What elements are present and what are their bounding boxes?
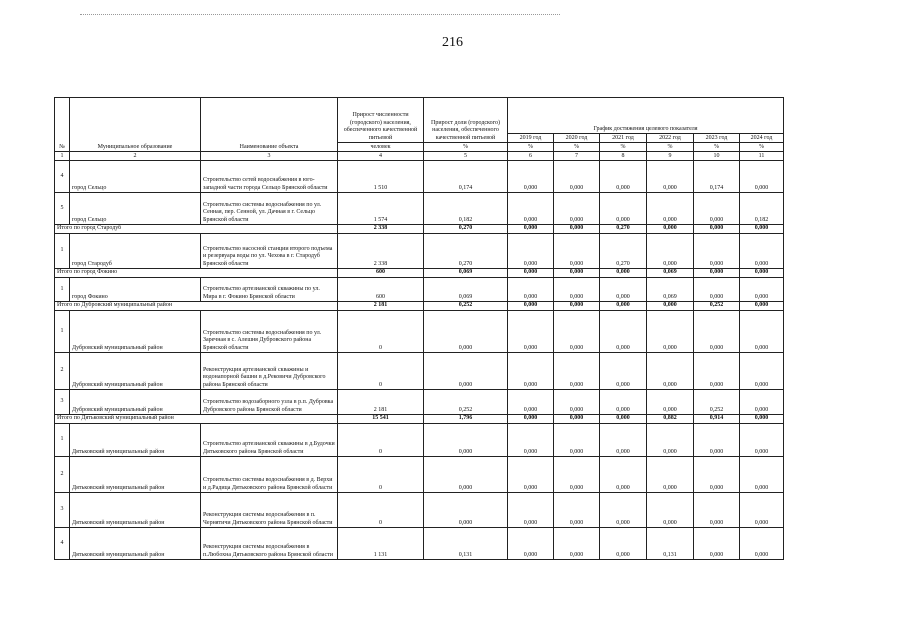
total-row	[55, 269, 784, 278]
people-cell: 600	[338, 269, 424, 278]
municipality-cell: город Сельцо	[70, 161, 201, 193]
people-cell: 1 131	[338, 528, 424, 560]
table-row	[55, 234, 784, 269]
people-cell: 0	[338, 457, 424, 493]
year-value-cell: 0,000	[740, 424, 784, 457]
row-number: 1	[55, 234, 70, 269]
year-value-cell: 0,000	[740, 528, 784, 560]
year-value-cell: 0,000	[554, 424, 600, 457]
year-value-cell: 0,000	[694, 353, 740, 390]
year-value-cell: 0,000	[740, 390, 784, 415]
year-value-cell: 0,000	[554, 225, 600, 234]
year-value-cell: 0,000	[647, 457, 694, 493]
share-cell: 0,000	[424, 457, 508, 493]
municipality-cell: Дубровский муниципальный район	[70, 311, 201, 353]
people-cell: 2 338	[338, 234, 424, 269]
people-cell: 600	[338, 278, 424, 302]
year-value-cell: 0,000	[600, 424, 647, 457]
row-number: 4	[55, 528, 70, 560]
year-value-cell: 0,000	[600, 278, 647, 302]
total-row	[55, 415, 784, 424]
year-value-cell: 0,000	[740, 278, 784, 302]
year-value-cell: 0,252	[694, 390, 740, 415]
target-indicator-table	[54, 97, 784, 560]
header-year-1: 2020 год	[554, 134, 600, 143]
share-cell: 0,000	[424, 311, 508, 353]
header-growth-share: Прирост доли (городского) населения, обеспеченного качественной питьевой	[424, 98, 508, 143]
year-value-cell: 0,000	[647, 493, 694, 528]
row-number: 2	[55, 457, 70, 493]
row-number: 3	[55, 390, 70, 415]
header-schedule: График достижения целевого показателя	[508, 98, 784, 134]
year-value-cell: 0,000	[600, 493, 647, 528]
year-value-cell: 0,000	[740, 225, 784, 234]
year-value-cell: 0,000	[508, 424, 554, 457]
year-value-cell: 0,000	[600, 302, 647, 311]
year-value-cell: 0,000	[694, 234, 740, 269]
unit-year-3: %	[647, 143, 694, 152]
unit-year-1: %	[554, 143, 600, 152]
year-value-cell: 0,000	[740, 302, 784, 311]
year-value-cell: 0,000	[554, 493, 600, 528]
object-cell: Строительство системы водоснабжения по ул. Заречная в с. Алешня Дубровского района Брянской области	[201, 311, 338, 353]
year-value-cell: 0,000	[554, 390, 600, 415]
header-year-2: 2021 год	[600, 134, 647, 143]
year-value-cell: 0,000	[647, 193, 694, 225]
object-cell: Строительство артезианской скважины в д.Будочки Дятьковского района Брянской области	[201, 424, 338, 457]
unit-year-2: %	[600, 143, 647, 152]
year-value-cell: 0,000	[554, 302, 600, 311]
year-value-cell: 0,000	[740, 161, 784, 193]
year-value-cell: 0,000	[647, 424, 694, 457]
year-value-cell: 0,182	[740, 193, 784, 225]
year-value-cell: 0,000	[647, 311, 694, 353]
year-value-cell: 0,000	[554, 311, 600, 353]
year-value-cell: 0,000	[554, 234, 600, 269]
column-number: 9	[647, 152, 694, 161]
people-cell: 0	[338, 353, 424, 390]
year-value-cell: 0,000	[694, 311, 740, 353]
year-value-cell: 0,000	[740, 234, 784, 269]
municipality-cell: город Стародуб	[70, 234, 201, 269]
municipality-cell: Дятьковский муниципальный район	[70, 457, 201, 493]
share-cell: 0,000	[424, 353, 508, 390]
row-number: 1	[55, 278, 70, 302]
header-year-5: 2024 год	[740, 134, 784, 143]
year-value-cell: 0,000	[647, 390, 694, 415]
year-value-cell: 0,000	[554, 353, 600, 390]
year-value-cell: 0,000	[554, 528, 600, 560]
people-cell: 15 541	[338, 415, 424, 424]
year-value-cell: 0,000	[508, 528, 554, 560]
year-value-cell: 0,000	[508, 225, 554, 234]
object-cell: Реконструкция системы водоснабжения в п.Любохна Дятьковского района Брянской области	[201, 528, 338, 560]
column-number: 6	[508, 152, 554, 161]
table-row	[55, 353, 784, 390]
year-value-cell: 0,000	[600, 457, 647, 493]
year-value-cell: 0,000	[740, 269, 784, 278]
column-number: 1	[55, 152, 70, 161]
year-value-cell: 0,000	[694, 269, 740, 278]
year-value-cell: 0,270	[600, 234, 647, 269]
year-value-cell: 0,000	[508, 269, 554, 278]
year-value-cell: 0,000	[694, 493, 740, 528]
year-value-cell: 0,000	[554, 278, 600, 302]
year-value-cell: 0,000	[600, 193, 647, 225]
row-number: 4	[55, 161, 70, 193]
year-value-cell: 0,914	[694, 415, 740, 424]
unit-year-0: %	[508, 143, 554, 152]
people-cell: 0	[338, 493, 424, 528]
year-value-cell: 0,000	[554, 161, 600, 193]
year-value-cell: 0,000	[508, 193, 554, 225]
year-value-cell: 0,000	[554, 415, 600, 424]
year-value-cell: 0,000	[694, 457, 740, 493]
column-number: 8	[600, 152, 647, 161]
year-value-cell: 0,000	[740, 493, 784, 528]
table-row	[55, 528, 784, 560]
year-value-cell: 0,174	[694, 161, 740, 193]
year-value-cell: 0,270	[600, 225, 647, 234]
row-number: 1	[55, 424, 70, 457]
year-value-cell: 0,000	[600, 311, 647, 353]
year-value-cell: 0,000	[740, 353, 784, 390]
unit-people: человек	[338, 143, 424, 152]
share-cell: 0,000	[424, 493, 508, 528]
unit-share: %	[424, 143, 508, 152]
year-value-cell: 0,000	[694, 193, 740, 225]
row-number: 3	[55, 493, 70, 528]
table-row	[55, 390, 784, 415]
year-value-cell: 0,000	[647, 225, 694, 234]
people-cell: 2 181	[338, 302, 424, 311]
year-value-cell: 0,000	[740, 457, 784, 493]
table-row	[55, 493, 784, 528]
municipality-cell: город Фокино	[70, 278, 201, 302]
year-value-cell: 0,000	[508, 311, 554, 353]
header-no: №	[55, 98, 70, 152]
year-value-cell: 0,069	[647, 269, 694, 278]
row-number: 5	[55, 193, 70, 225]
year-value-cell: 0,000	[508, 278, 554, 302]
object-cell: Строительство насосной станции второго подъема и резервуара воды по ул. Чехова в г. Стародуб Брянской области	[201, 234, 338, 269]
page-number: 216	[442, 35, 463, 50]
share-cell: 0,182	[424, 193, 508, 225]
header-growth-people: Прирост численности (городского) населения, обеспеченного качественной питьевой	[338, 98, 424, 143]
row-number: 1	[55, 311, 70, 353]
column-number: 2	[70, 152, 201, 161]
object-cell: Строительство водозаборного узла в р.п. Дубровка Дубровского района Брянской области	[201, 390, 338, 415]
year-value-cell: 0,882	[647, 415, 694, 424]
header-object: Наименование объекта	[201, 98, 338, 152]
year-value-cell: 0,000	[740, 311, 784, 353]
column-number: 4	[338, 152, 424, 161]
unit-year-4: %	[694, 143, 740, 152]
year-value-cell: 0,000	[554, 457, 600, 493]
table-row	[55, 311, 784, 353]
year-value-cell: 0,000	[600, 528, 647, 560]
people-cell: 1 574	[338, 193, 424, 225]
year-value-cell: 0,000	[600, 353, 647, 390]
year-value-cell: 0,000	[694, 424, 740, 457]
total-row	[55, 225, 784, 234]
column-number: 3	[201, 152, 338, 161]
year-value-cell: 0,000	[647, 234, 694, 269]
share-cell: 0,069	[424, 269, 508, 278]
year-value-cell: 0,000	[508, 161, 554, 193]
year-value-cell: 0,252	[694, 302, 740, 311]
total-label: Итого по город Фокино	[55, 269, 338, 278]
year-value-cell: 0,000	[647, 302, 694, 311]
share-cell: 0,069	[424, 278, 508, 302]
municipality-cell: Дубровский муниципальный район	[70, 390, 201, 415]
share-cell: 0,000	[424, 424, 508, 457]
column-number: 7	[554, 152, 600, 161]
year-value-cell: 0,000	[600, 269, 647, 278]
total-label: Итого по Дубровский муниципальный район	[55, 302, 338, 311]
year-value-cell: 0,000	[508, 390, 554, 415]
share-cell: 1,796	[424, 415, 508, 424]
people-cell: 0	[338, 424, 424, 457]
people-cell: 1 510	[338, 161, 424, 193]
year-value-cell: 0,000	[508, 302, 554, 311]
table-row	[55, 193, 784, 225]
object-cell: Реконструкция системы водоснабжения в п. Чернятичи Дятьковского района Брянской области	[201, 493, 338, 528]
year-value-cell: 0,000	[600, 415, 647, 424]
column-number: 5	[424, 152, 508, 161]
object-cell: Строительство артезианской скважины по ул. Мира в г. Фокино Брянской области	[201, 278, 338, 302]
municipality-cell: Дятьковский муниципальный район	[70, 493, 201, 528]
unit-year-5: %	[740, 143, 784, 152]
year-value-cell: 0,000	[508, 415, 554, 424]
total-label: Итого по Дятьковский муниципальный район	[55, 415, 338, 424]
scan-artifact-line	[80, 14, 560, 15]
people-cell: 2 181	[338, 390, 424, 415]
people-cell: 0	[338, 311, 424, 353]
object-cell: Строительство сетей водоснабжения в юго-западной части города Сельцо Брянской области	[201, 161, 338, 193]
municipality-cell: Дятьковский муниципальный район	[70, 528, 201, 560]
table-row	[55, 278, 784, 302]
object-cell: Строительство системы водоснабжения в д. Верхи и д.Радица Дятьковского района Брянской области	[201, 457, 338, 493]
year-value-cell: 0,000	[508, 234, 554, 269]
year-value-cell: 0,000	[694, 528, 740, 560]
table-row	[55, 424, 784, 457]
municipality-cell: город Сельцо	[70, 193, 201, 225]
share-cell: 0,131	[424, 528, 508, 560]
year-value-cell: 0,000	[554, 193, 600, 225]
year-value-cell: 0,131	[647, 528, 694, 560]
municipality-cell: Дубровский муниципальный район	[70, 353, 201, 390]
year-value-cell: 0,000	[508, 353, 554, 390]
year-value-cell: 0,000	[694, 278, 740, 302]
year-value-cell: 0,000	[647, 161, 694, 193]
year-value-cell: 0,000	[600, 390, 647, 415]
header-municipality: Муниципальное образование	[70, 98, 201, 152]
column-number: 11	[740, 152, 784, 161]
object-cell: Реконструкция артезианской скважины и водонапорной башни в д.Рековичи Дубровского района Брянской области	[201, 353, 338, 390]
header-year-0: 2019 год	[508, 134, 554, 143]
people-cell: 2 338	[338, 225, 424, 234]
total-row	[55, 302, 784, 311]
year-value-cell: 0,000	[554, 269, 600, 278]
table-row	[55, 161, 784, 193]
row-number: 2	[55, 353, 70, 390]
year-value-cell: 0,000	[740, 415, 784, 424]
header-year-3: 2022 год	[647, 134, 694, 143]
municipality-cell: Дятьковский муниципальный район	[70, 424, 201, 457]
table-row	[55, 457, 784, 493]
share-cell: 0,174	[424, 161, 508, 193]
share-cell: 0,252	[424, 390, 508, 415]
year-value-cell: 0,000	[694, 225, 740, 234]
year-value-cell: 0,000	[508, 493, 554, 528]
year-value-cell: 0,000	[508, 457, 554, 493]
column-number: 10	[694, 152, 740, 161]
total-label: Итого по город Стародуб	[55, 225, 338, 234]
share-cell: 0,252	[424, 302, 508, 311]
year-value-cell: 0,069	[647, 278, 694, 302]
object-cell: Строительство системы водоснабжения по ул. Сенная, пер. Сенной, ул. Дачная в г. Сельцо Брянской области	[201, 193, 338, 225]
share-cell: 0,270	[424, 225, 508, 234]
year-value-cell: 0,000	[600, 161, 647, 193]
header-year-4: 2023 год	[694, 134, 740, 143]
share-cell: 0,270	[424, 234, 508, 269]
year-value-cell: 0,000	[647, 353, 694, 390]
